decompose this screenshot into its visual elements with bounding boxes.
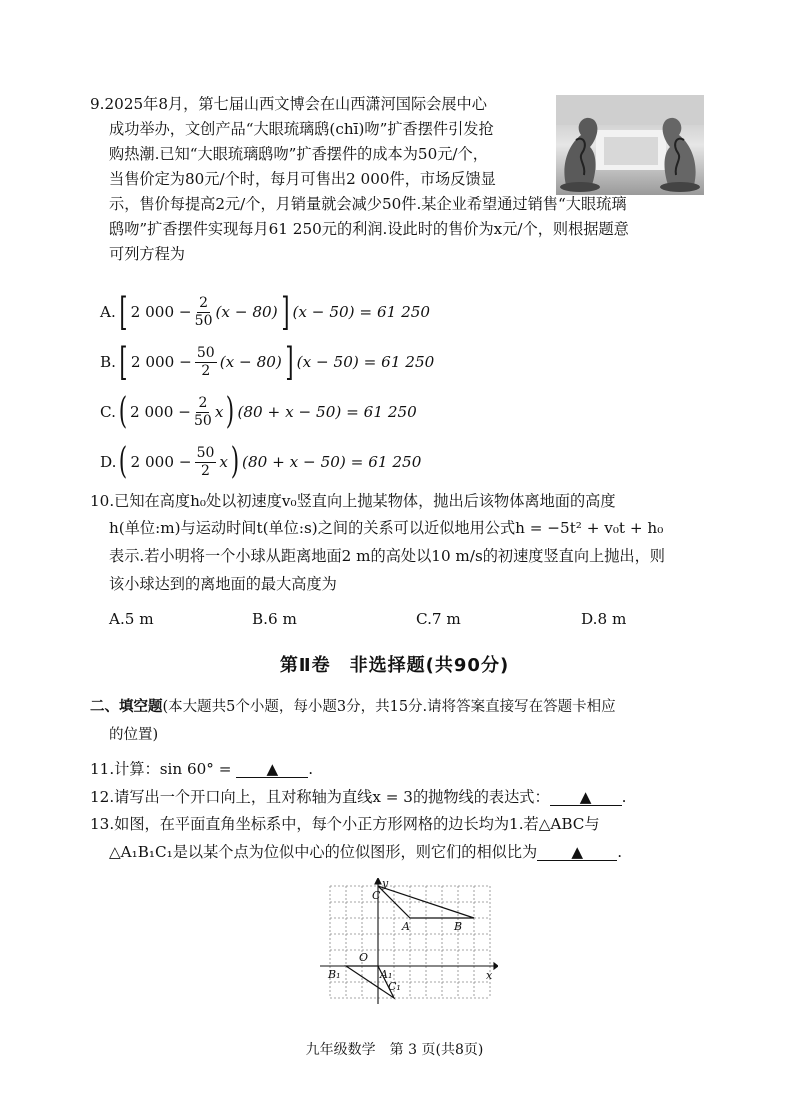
q10-option-d[interactable]: D.8 m (581, 610, 627, 628)
q9-option-b-label: B. (100, 353, 116, 371)
point-b-label: B (454, 920, 463, 933)
q9-line-3: 购热潮.已知“大眼琉璃鸱吻”扩香摆件的成本为50元/个， (109, 145, 488, 163)
point-c-label: C (372, 889, 381, 902)
x-axis-arrow (494, 963, 498, 969)
q11-text: 11.计算：sin 60° = (90, 760, 232, 778)
q9-option-b-fraction (195, 345, 217, 380)
part2-heading (90, 696, 616, 718)
q9-option-c-fraction (194, 395, 212, 430)
right-paren: ) (230, 441, 240, 482)
fraction-denominator: 50 (194, 312, 213, 329)
blank-mark: ▲ (579, 788, 592, 806)
question-12 (90, 786, 626, 808)
q9-option-d-label: D. (100, 453, 117, 471)
fraction-numerator: 50 (196, 344, 215, 361)
fraction-numerator: 2 (198, 394, 208, 411)
q10-option-a[interactable]: A.5 m (109, 610, 154, 628)
coordinate-grid-figure (318, 878, 498, 1006)
part2-heading-label: 二、填空题 (90, 698, 163, 715)
question-11 (90, 758, 313, 780)
page-footer: 九年级数学 第 3 页(共8页) (305, 1042, 484, 1058)
q9-option-b-part3: (x − 50) = 61 250 (296, 353, 435, 371)
y-axis-label: y (382, 878, 389, 890)
q9-option-b-part1: 2 000 − (130, 353, 192, 371)
q9-option-d-part1: 2 000 − (130, 453, 192, 471)
q13-text: △A₁B₁C₁是以某个点为位似中心的位似图形，则它们的相似比为 (109, 843, 538, 861)
q13-end: . (617, 843, 623, 861)
x-axis-label: x (486, 969, 493, 982)
q10-line-3: 表示.若小明将一个小球从距离地面2 m的高处以10 m/s的初速度竖直向上抛出，则 (109, 547, 665, 565)
q9-line-4: 当售价定为80元/个时，每月可售出2 000件，市场反馈显 (109, 170, 496, 188)
q9-option-a-fraction (195, 295, 213, 330)
left-bracket: [ (119, 290, 128, 334)
q11-answer-blank[interactable] (236, 761, 308, 778)
q9-option-c-label: C. (100, 403, 116, 421)
q9-option-a-label: A. (100, 303, 116, 321)
q9-option-a-part3: (x − 50) = 61 250 (292, 303, 431, 321)
right-bracket: ] (285, 340, 294, 384)
y-axis-arrow (375, 878, 381, 884)
left-bracket: [ (119, 340, 128, 384)
q9-option-d-part2: x (219, 453, 228, 471)
q10-option-b[interactable]: B.6 m (252, 610, 297, 628)
q9-option-a-part1: 2 000 − (130, 303, 192, 321)
q12-answer-blank[interactable] (550, 789, 622, 806)
grid-lines (330, 886, 490, 998)
left-paren: ( (119, 441, 128, 482)
q9-option-d-fraction (195, 445, 217, 480)
q10-line-2: h(单位:m)与运动时间t(单位:s)之间的关系可以近似地用公式h = −5t² + v₀t + h₀ (109, 519, 664, 537)
q9-option-c-part1: 2 000 − (129, 403, 192, 421)
origin-label: O (359, 951, 369, 964)
point-c1-label: C₁ (388, 980, 401, 993)
q9-option-c[interactable] (100, 390, 417, 434)
q12-end: . (621, 788, 627, 806)
point-b1-label: B₁ (328, 968, 341, 981)
q11-end: . (308, 760, 314, 778)
q9-option-c-part2: x (214, 403, 224, 421)
q9-option-a[interactable] (100, 290, 430, 334)
q13-line-2 (109, 841, 622, 863)
point-a-label: A (402, 920, 410, 933)
fraction-denominator: 50 (194, 412, 212, 429)
fraction-numerator: 2 (199, 294, 209, 311)
q13-line-1: 13.如图，在平面直角坐标系中，每个小正方形网格的边长均为1.若△ABC与 (90, 815, 600, 833)
q9-option-d[interactable] (100, 440, 421, 484)
left-paren: ( (118, 391, 128, 432)
blank-mark: ▲ (571, 843, 584, 861)
q13-answer-blank[interactable] (537, 844, 617, 861)
q9-option-b[interactable] (100, 340, 434, 384)
q9-option-d-part3: (80 + x − 50) = 61 250 (242, 453, 422, 471)
q9-option-c-part3: (80 + x − 50) = 61 250 (237, 403, 417, 421)
q10-line-1: 10.已知在高度h₀处以初速度v₀竖直向上抛某物体，抛出后该物体离地面的高度 (90, 492, 616, 510)
q9-line-2: 成功举办，文创产品“大眼琉璃鸱(chī)吻”扩香摆件引发抢 (109, 120, 494, 138)
right-paren: ) (226, 391, 235, 432)
q10-option-c[interactable]: C.7 m (416, 610, 461, 628)
q9-option-a-part2: (x − 80) (215, 303, 278, 321)
q12-text: 12.请写出一个开口向上，且对称轴为直线x = 3的抛物线的表达式： (90, 788, 550, 806)
q9-line-7: 可列方程为 (109, 245, 185, 263)
blank-mark: ▲ (266, 760, 279, 778)
q9-line-5: 示，售价每提高2元/个，月销量就会减少50件.某企业希望通过销售“大眼琉璃 (109, 195, 627, 213)
q9-line-6: 鸱吻”扩香摆件实现每月61 250元的利润.设此时的售价为x元/个，则根据题意 (109, 220, 629, 238)
fraction-denominator: 2 (201, 462, 210, 479)
point-a1-label: A₁ (380, 968, 393, 981)
part2-note-cont: 的位置) (109, 727, 159, 743)
q9-line-1: 9.2025年8月，第七届山西文博会在山西潇河国际会展中心 (90, 95, 487, 113)
q10-line-4: 该小球达到的离地面的最大高度为 (109, 575, 337, 593)
fraction-numerator: 50 (196, 444, 215, 461)
section-title: 第Ⅱ卷 非选择题(共90分) (279, 655, 510, 676)
part2-note: (本大题共5个小题，每小题3分，共15分.请将答案直接写在答题卡相应 (162, 699, 616, 715)
product-photo (556, 95, 704, 195)
fraction-denominator: 2 (201, 362, 211, 379)
q9-option-b-part2: (x − 80) (219, 353, 282, 371)
right-bracket: ] (280, 290, 290, 334)
